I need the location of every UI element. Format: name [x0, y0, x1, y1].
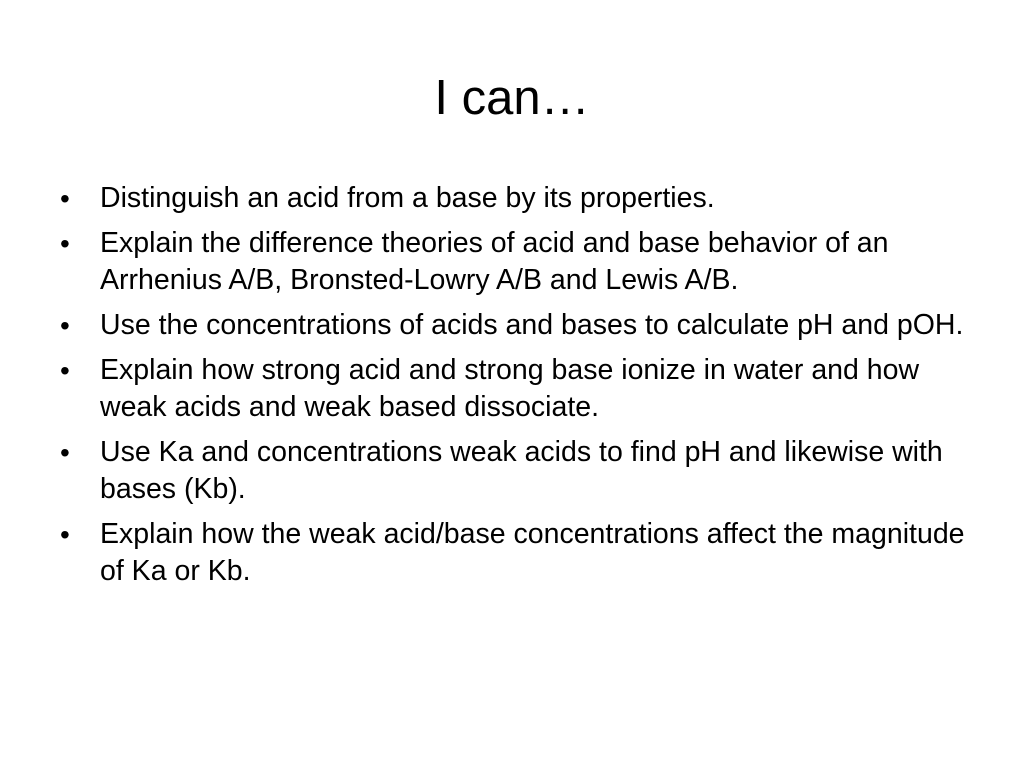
bullet-text: Use the concentrations of acids and bases to calculate pH and pOH. — [100, 309, 964, 341]
bullet-icon: • — [60, 519, 70, 550]
bullet-item — [58, 434, 978, 508]
bullet-text: Distinguish an acid from a base by its properties. — [100, 182, 715, 214]
bullet-list — [58, 180, 978, 598]
bullet-icon: • — [60, 310, 70, 341]
bullet-icon: • — [60, 437, 70, 468]
bullet-icon: • — [60, 355, 70, 386]
bullet-item — [58, 307, 978, 344]
slide-title: I can… — [434, 71, 590, 125]
bullet-icon: • — [60, 183, 70, 214]
bullet-icon: • — [60, 228, 70, 259]
bullet-text: Explain the difference theories of acid and base behavior of an Arrhenius A/B, Bronsted-Lowry A/B and Lewis A/B. — [100, 227, 889, 296]
bullet-item — [58, 225, 978, 299]
bullet-text: Explain how strong acid and strong base ionize in water and how weak acids and weak based dissociate. — [100, 354, 920, 423]
bullet-text: Explain how the weak acid/base concentrations affect the magnitude of Ka or Kb. — [100, 518, 965, 587]
bullet-text: Use Ka and concentrations weak acids to find pH and likewise with bases (Kb). — [100, 436, 943, 505]
bullet-item — [58, 180, 978, 217]
bullet-item — [58, 516, 978, 590]
bullet-item — [58, 352, 978, 426]
